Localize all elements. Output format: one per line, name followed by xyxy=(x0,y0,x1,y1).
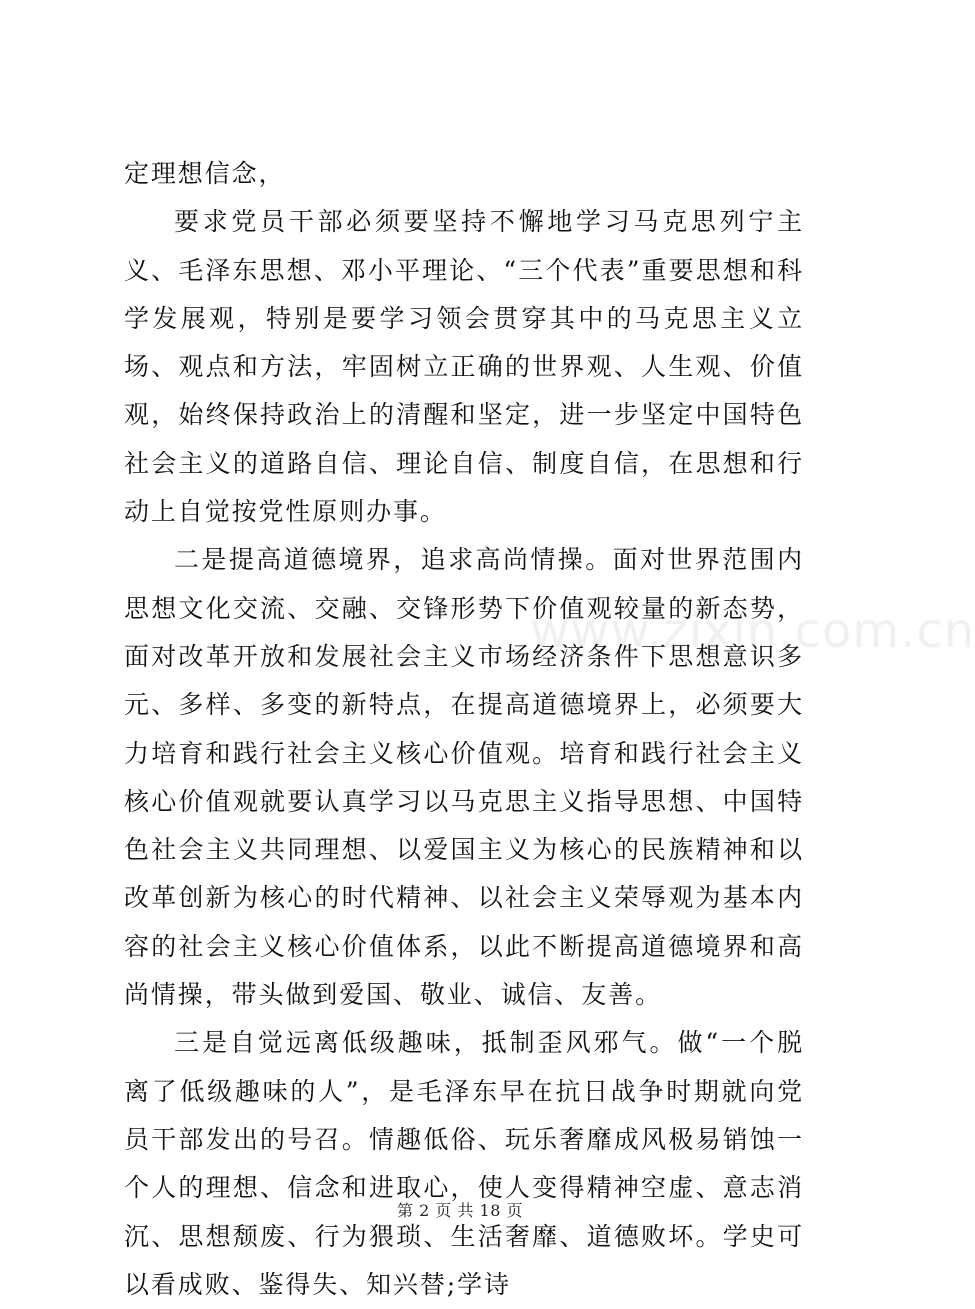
paragraph-point-two: 二是提高道德境界，追求高尚情操。面对世界范围内思想文化交流、交融、交锋形势下价值观较量的新态势，面对改革开放和发展社会主义市场经济条件下思想意识多元、多样、多变的新特点，在提高道德境界上，必须要大力培育和践行社会主义核心价值观。培育和践行社会主义核心价值观就要认真学习以马克思主义指导思想、中国特色社会主义共同理想、以爱国主义为核心的民族精神和以改革创新为核心的时代精神、以社会主义荣辱观为基本内容的社会主义核心价值体系，以此不断提高道德境界和高尚情操，带头做到爱国、敬业、诚信、友善。 xyxy=(124,545,804,1010)
paragraph-continuation: 定理想信念， xyxy=(124,159,286,188)
body-text xyxy=(124,150,804,1309)
page-number-footer: 第 2 页 共 18 页 xyxy=(397,1201,523,1220)
watermark: www.zixin.com.cn xyxy=(530,603,975,659)
paragraph-requirement: 要求党员干部必须要坚持不懈地学习马克思列宁主义、毛泽东思想、邓小平理论、“三个代表”重要思想和科学发展观，特别是要学习领会贯穿其中的马克思主义立场、观点和方法，牢固树立正确的世界观、人生观、价值观，始终保持政治上的清醒和坚定，进一步坚定中国特色社会主义的道路自信、理论自信、制度自信，在思想和行动上自觉按党性原则办事。 xyxy=(124,207,804,527)
paragraph-point-three: 三是自觉远离低级趣味，抵制歪风邪气。做“一个脱离了低级趣味的人”，是毛泽东早在抗日战争时期就向党员干部发出的号召。情趣低俗、玩乐奢靡成风极易销蚀一个人的理想、信念和进取心，使人变得精神空虚、意志消沉、思想颓废、行为猥琐、生活奢靡、道德败坏。学史可以看成败、鉴得失、知兴替;学诗 xyxy=(124,1028,804,1299)
